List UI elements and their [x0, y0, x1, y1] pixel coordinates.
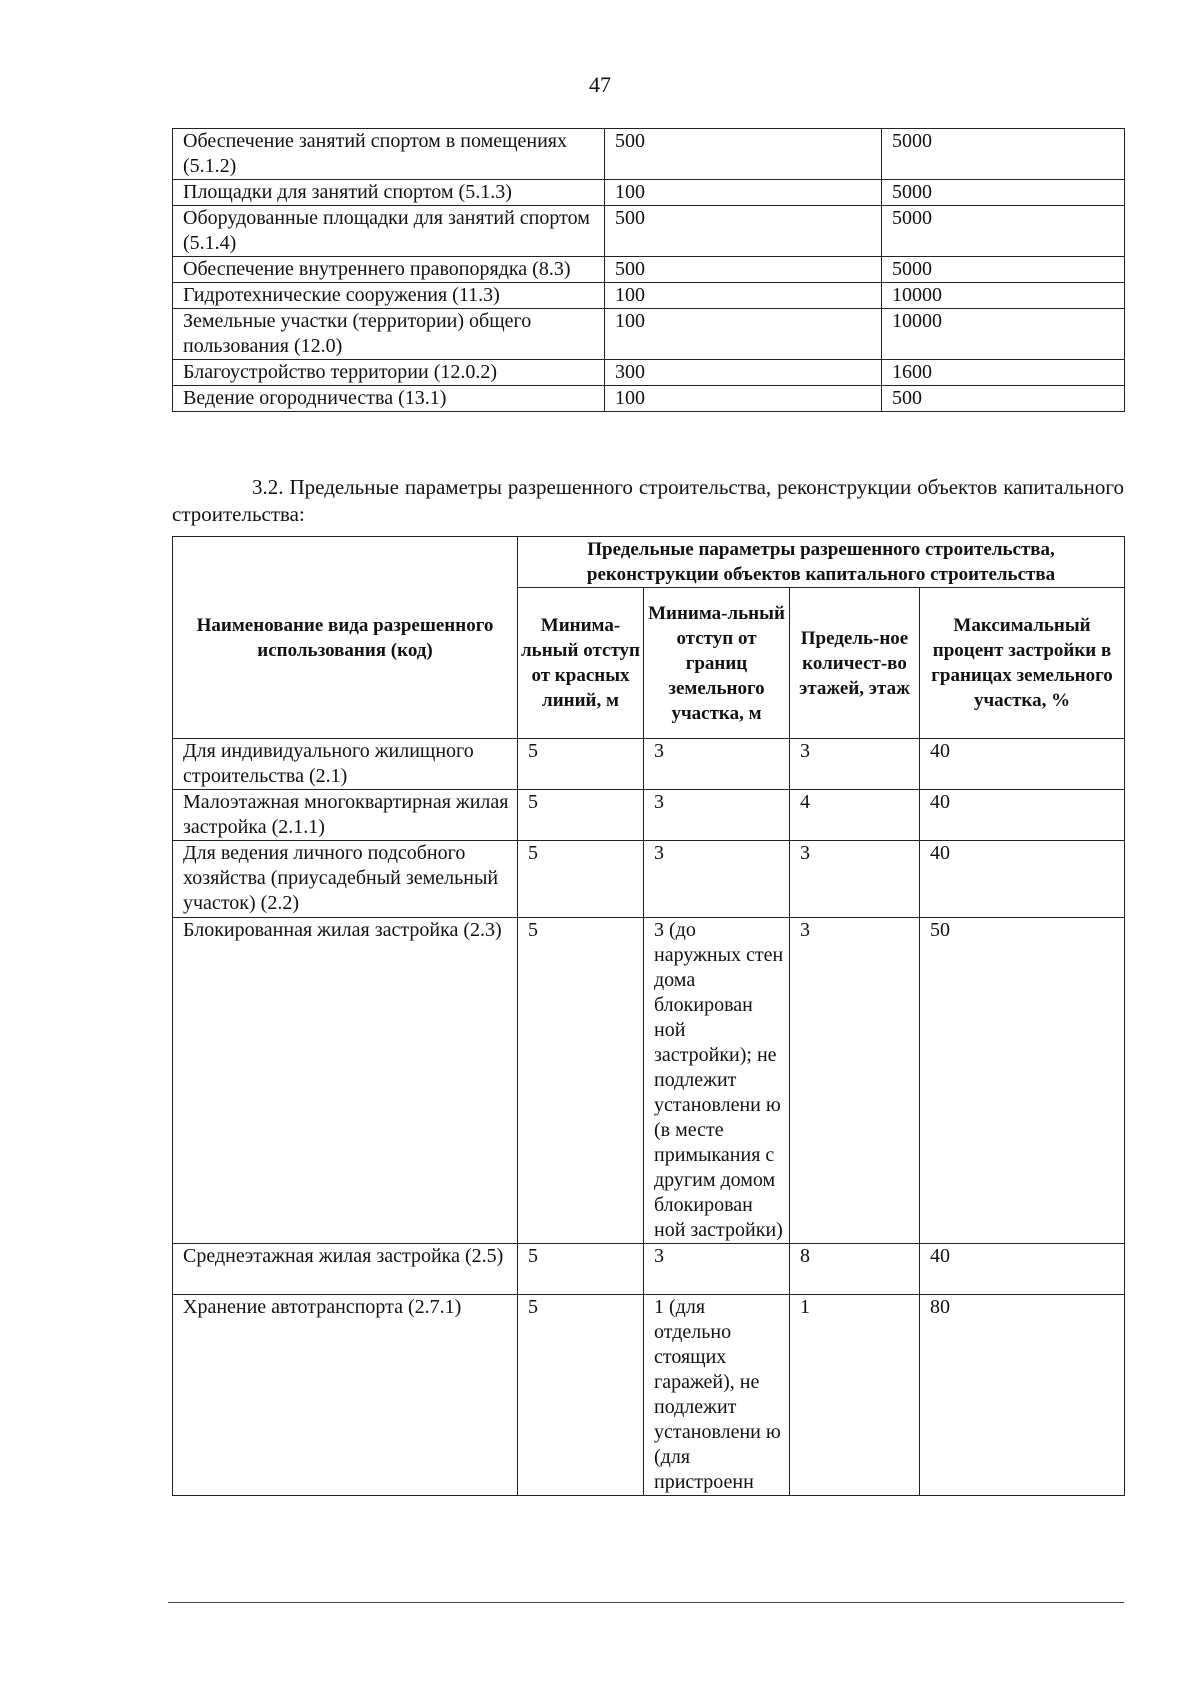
- floors: 8: [790, 1244, 920, 1295]
- min-area: 500: [605, 257, 882, 283]
- table-row: [173, 206, 1125, 257]
- use-name: Земельные участки (территории) общего пользования (12.0): [173, 309, 605, 360]
- coverage-percent: 40: [920, 790, 1125, 841]
- min-area: 100: [605, 386, 882, 412]
- min-area: 300: [605, 360, 882, 386]
- use-name: Хранение автотранспорта (2.7.1): [173, 1295, 518, 1496]
- coverage-percent: 50: [920, 918, 1125, 1244]
- max-area: 1600: [882, 360, 1125, 386]
- max-area: 500: [882, 386, 1125, 412]
- min-area: 100: [605, 309, 882, 360]
- border-offset: 3: [644, 739, 790, 790]
- header-coverage: Максимальный процент застройки в границах земельного участка, %: [920, 588, 1125, 739]
- max-area: 5000: [882, 206, 1125, 257]
- border-offset: 3: [644, 790, 790, 841]
- table-row: [173, 386, 1125, 412]
- use-name: Для индивидуального жилищного строительства (2.1): [173, 739, 518, 790]
- red-line-offset: 5: [518, 841, 644, 918]
- red-line-offset: 5: [518, 1295, 644, 1496]
- max-area: 5000: [882, 257, 1125, 283]
- use-name: Гидротехнические сооружения (11.3): [173, 283, 605, 309]
- max-area: 5000: [882, 180, 1125, 206]
- use-name: Среднеэтажная жилая застройка (2.5): [173, 1244, 518, 1295]
- table-row: [173, 360, 1125, 386]
- min-area: 100: [605, 283, 882, 309]
- floors: 3: [790, 918, 920, 1244]
- parcel-size-table: [172, 128, 1125, 412]
- coverage-percent: 40: [920, 1244, 1125, 1295]
- table-row: [173, 257, 1125, 283]
- use-name: Малоэтажная многоквартирная жилая застройка (2.1.1): [173, 790, 518, 841]
- use-name: Оборудованные площадки для занятий спортом (5.1.4): [173, 206, 605, 257]
- use-name: Обеспечение внутреннего правопорядка (8.3): [173, 257, 605, 283]
- header-floors: Предель-ное количест-во этажей, этаж: [790, 588, 920, 739]
- use-name: Для ведения личного подсобного хозяйства (приусадебный земельный участок) (2.2): [173, 841, 518, 918]
- header-border-offset: Минима-льный отступ от границ земельного участка, м: [644, 588, 790, 739]
- header-use-name: Наименование вида разрешенного использования (код): [173, 537, 518, 739]
- floors: 3: [790, 841, 920, 918]
- table-row: [173, 283, 1125, 309]
- table-row: [173, 129, 1125, 180]
- max-area: 10000: [882, 309, 1125, 360]
- min-area: 500: [605, 129, 882, 180]
- red-line-offset: 5: [518, 739, 644, 790]
- use-name: Блокированная жилая застройка (2.3): [173, 918, 518, 1244]
- max-area: 5000: [882, 129, 1125, 180]
- header-red-lines: Минима-льный отступ от красных линий, м: [518, 588, 644, 739]
- use-name: Обеспечение занятий спортом в помещениях (5.1.2): [173, 129, 605, 180]
- min-area: 100: [605, 180, 882, 206]
- table-row: [173, 180, 1125, 206]
- table-row: [173, 790, 1125, 841]
- floors: 3: [790, 739, 920, 790]
- use-name: Площадки для занятий спортом (5.1.3): [173, 180, 605, 206]
- border-offset: 1 (для отдельно стоящих гаражей), не подлежит установлени ю (для пристроенн: [644, 1295, 790, 1496]
- section-heading: 3.2. Предельные параметры разрешенного строительства, реконструкции объектов капитального строительства:: [172, 475, 1124, 526]
- footer-divider: [168, 1602, 1124, 1603]
- table-row: [173, 739, 1125, 790]
- use-name: Ведение огородничества (13.1): [173, 386, 605, 412]
- use-name: Благоустройство территории (12.0.2): [173, 360, 605, 386]
- table-row: [173, 1244, 1125, 1295]
- coverage-percent: 80: [920, 1295, 1125, 1496]
- coverage-percent: 40: [920, 739, 1125, 790]
- table-row: [173, 918, 1125, 1244]
- header-group: Предельные параметры разрешенного строительства, реконструкции объектов капитального строительства: [518, 537, 1125, 588]
- red-line-offset: 5: [518, 918, 644, 1244]
- table-row: [173, 1295, 1125, 1496]
- coverage-percent: 40: [920, 841, 1125, 918]
- floors: 4: [790, 790, 920, 841]
- page-number: 47: [589, 72, 611, 97]
- red-line-offset: 5: [518, 1244, 644, 1295]
- min-area: 500: [605, 206, 882, 257]
- max-area: 10000: [882, 283, 1125, 309]
- border-offset: 3: [644, 1244, 790, 1295]
- border-offset: 3 (до наружных стен дома блокирован ной застройки); не подлежит установлени ю (в месте примыкания с другим домом блокирован ной застройки): [644, 918, 790, 1244]
- floors: 1: [790, 1295, 920, 1496]
- red-line-offset: 5: [518, 790, 644, 841]
- table-row: [173, 841, 1125, 918]
- border-offset: 3: [644, 841, 790, 918]
- table-row: [173, 309, 1125, 360]
- building-parameters-table: [172, 536, 1125, 1496]
